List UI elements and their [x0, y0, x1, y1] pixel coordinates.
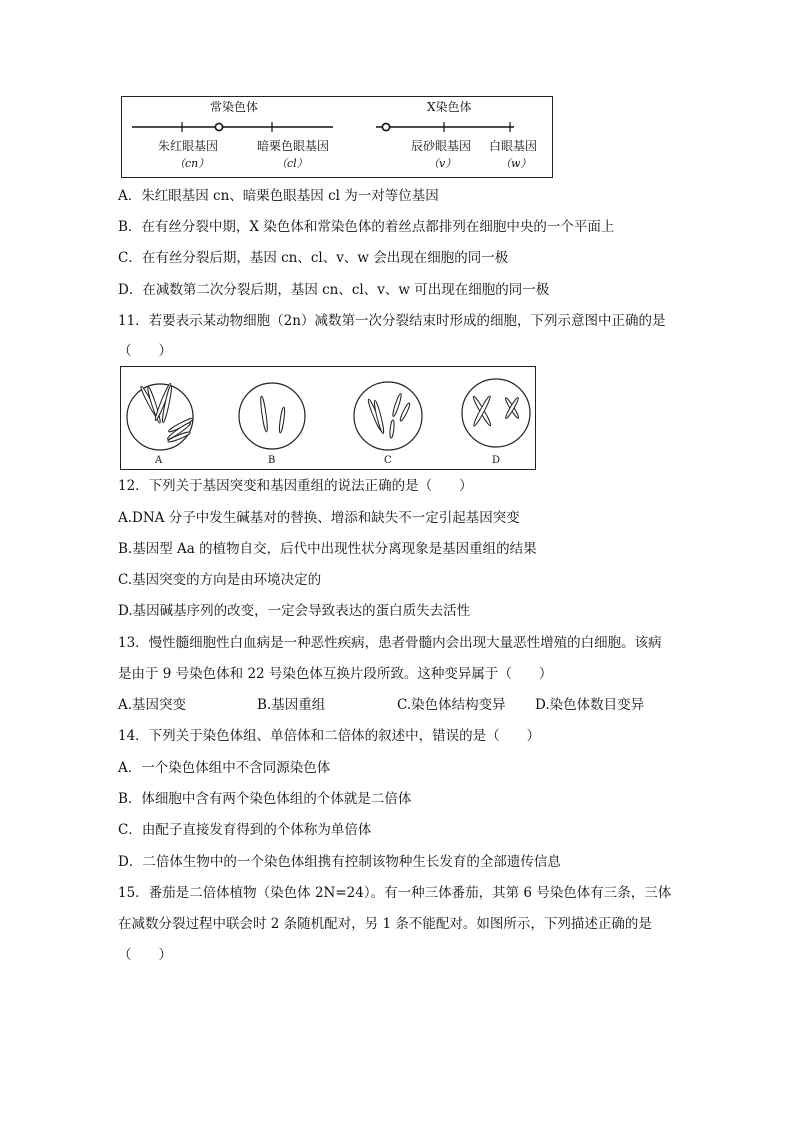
gene-cl-symbol: （cl） [276, 157, 308, 170]
q13-option-a: A.基因突变 [118, 697, 187, 713]
cell-d-diagram [462, 379, 530, 447]
q12-option-b: B.基因型 Aa 的植物自交，后代中出现性状分离现象是基因重组的结果 [118, 541, 537, 557]
gene-cn-name: 朱红眼基因 [158, 139, 219, 153]
q10-option-b: B．在有丝分裂中期，X 染色体和常染色体的着丝点都排列在细胞中央的一个平面上 [118, 219, 615, 235]
q12-option-c: C.基因突变的方向是由环境决定的 [118, 572, 322, 588]
cell-a-label: A [155, 455, 163, 466]
q15-stem-line1: 15．番茄是二倍体植物（染色体 2N=24）。有一种三体番茄，其第 6 号染色体有三条，三体 [118, 885, 672, 901]
cell-division-figure [120, 366, 536, 470]
gene-cl-name: 暗栗色眼基因 [257, 139, 330, 153]
gene-v-symbol: （v） [428, 157, 457, 170]
q10-option-a: A．朱红眼基因 cn、暗栗色眼基因 cl 为一对等位基因 [118, 188, 439, 204]
q14-option-d: D．二倍体生物中的一个染色体组携有控制该物种生长发育的全部遗传信息 [118, 854, 561, 870]
cell-b-label: B [268, 455, 276, 466]
gene-w-symbol: （w） [500, 157, 532, 170]
q13-option-b: B.基因重组 [257, 697, 326, 713]
q11-answer-blank: （ ） [118, 343, 172, 359]
q10-option-c: C．在有丝分裂后期，基因 cn、cl、v、w 会出现在细胞的同一极 [118, 250, 509, 266]
q12-option-d: D.基因碱基序列的改变，一定会导致表达的蛋白质失去活性 [118, 603, 471, 619]
q12-option-a: A.DNA 分子中发生碱基对的替换、增添和缺失不一定引起基因突变 [118, 510, 520, 526]
q13-stem-line1: 13．慢性髓细胞性白血病是一种恶性疾病，患者骨髓内会出现大量恶性增殖的白细胞。该病 [118, 635, 662, 651]
q11-stem: 11．若要表示某动物细胞（2n）减数第一次分裂结束时形成的细胞，下列示意图中正确的是 [118, 313, 666, 329]
cell-diagrams [121, 367, 535, 469]
q14-option-c: C．由配子直接发育得到的个体称为单倍体 [118, 822, 372, 838]
q12-stem: 12．下列关于基因突变和基因重组的说法正确的是（ ） [118, 478, 473, 494]
q13-option-d: D.染色体数目变异 [535, 697, 645, 713]
cell-a-diagram [127, 383, 194, 450]
x-chromosome-title: X染色体 [427, 100, 472, 114]
centromere-icon [215, 123, 222, 130]
gene-cn-symbol: （cn） [174, 157, 210, 170]
autosome-title: 常染色体 [210, 100, 259, 114]
cell-d-label: D [492, 455, 501, 466]
gene-w-name: 白眼基因 [489, 139, 538, 153]
q15-answer-blank: （ ） [118, 947, 172, 963]
q15-stem-line2: 在减数分裂过程中联会时 2 条随机配对，另 1 条不能配对。如图所示，下列描述正确的是 [118, 916, 652, 932]
q13-option-c: C.染色体结构变异 [397, 697, 506, 713]
centromere-icon [382, 123, 389, 130]
q13-stem-line2: 是由于 9 号染色体和 22 号染色体互换片段所致。这种变异属于（ ） [118, 666, 553, 682]
q14-option-b: B．体细胞中含有两个染色体组的个体就是二倍体 [118, 791, 412, 807]
cell-c-diagram [354, 382, 422, 450]
q14-stem: 14．下列关于染色体组、单倍体和二倍体的叙述中，错误的是（ ） [118, 728, 541, 744]
cell-c-label: C [384, 455, 392, 466]
q10-option-d: D．在减数第二次分裂后期，基因 cn、cl、v、w 可出现在细胞的同一极 [118, 282, 550, 298]
q13-options [118, 696, 678, 714]
chromosome-gene-map [121, 96, 553, 178]
gene-v-name: 辰砂眼基因 [411, 139, 472, 153]
cell-b-diagram [239, 383, 305, 449]
q14-option-a: A．一个染色体组中不含同源染色体 [118, 760, 331, 776]
